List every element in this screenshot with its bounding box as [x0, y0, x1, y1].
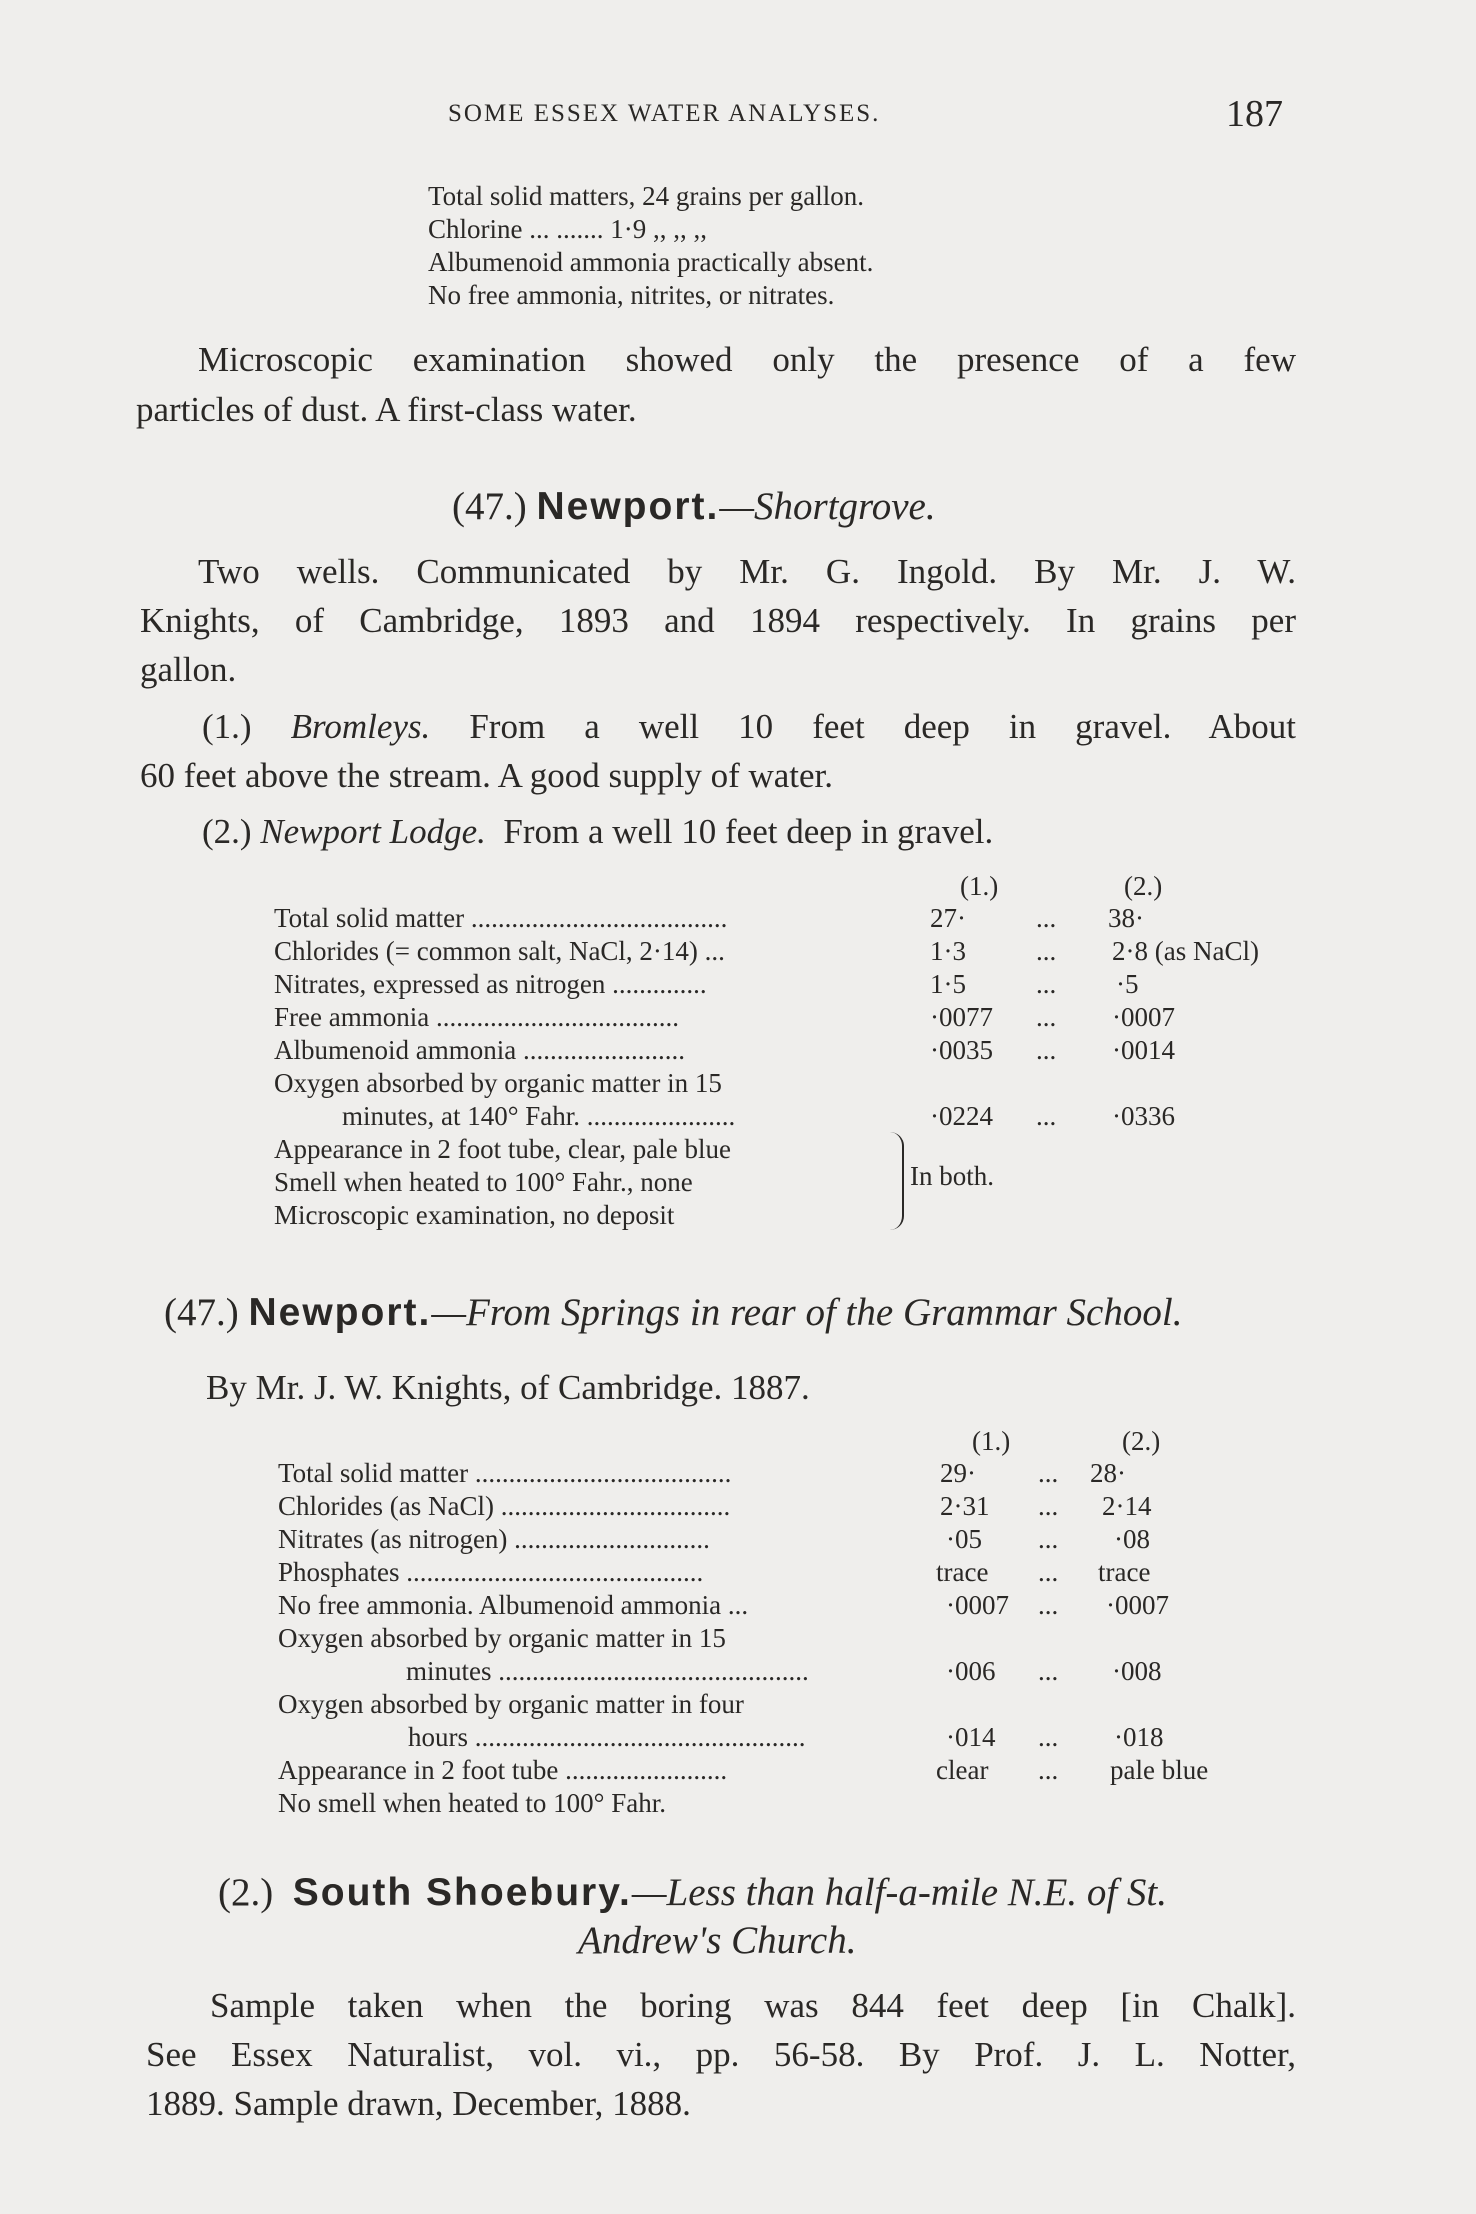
table-sep: ...	[1038, 1491, 1059, 1521]
paragraph-line: particles of dust. A first-class water.	[136, 390, 637, 429]
paragraph-line: By Mr. J. W. Knights, of Cambridge. 1887.	[206, 1368, 810, 1407]
brace	[884, 1132, 904, 1230]
table-row-label: Chlorides (= common salt, NaCl, 2·14) ...	[274, 936, 725, 966]
table-row-label: Albumenoid ammonia ........................	[274, 1035, 685, 1065]
table-cell: 2·31	[940, 1491, 990, 1521]
table-cell: 29·	[940, 1458, 976, 1488]
table-row-label: minutes ..............................................	[406, 1656, 809, 1686]
column-header: (2.)	[1122, 1426, 1161, 1456]
table-row-label: No free ammonia. Albumenoid ammonia ...	[278, 1590, 749, 1620]
brace-label: In both.	[910, 1161, 994, 1191]
prev-line: Total solid matters, 24 grains per gallon.	[428, 181, 865, 211]
table-cell: clear	[936, 1755, 989, 1785]
table-row-label: minutes, at 140° Fahr. ......................	[342, 1101, 736, 1131]
table-sep: ...	[1036, 936, 1057, 966]
prev-line: No free ammonia, nitrites, or nitrates.	[428, 280, 835, 310]
paragraph-line: 60 feet above the stream. A good supply of water.	[140, 756, 834, 795]
section-heading-continued: Andrew's Church.	[578, 1919, 857, 1962]
table-cell: ·5	[1116, 969, 1139, 999]
table-cell: pale blue	[1110, 1755, 1209, 1785]
paragraph-line: Microscopic examination showed only the presence of a few	[198, 340, 1296, 379]
table-cell: ·0224	[930, 1101, 993, 1131]
table-cell: 28·	[1090, 1458, 1126, 1488]
table-cell: ·08	[1114, 1524, 1150, 1554]
table-sep: ...	[1036, 1035, 1057, 1065]
table-cell: ·0007	[1112, 1002, 1175, 1032]
table-cell: 1·3	[930, 936, 966, 966]
table-row-label: Nitrates, expressed as nitrogen ..............	[274, 969, 707, 999]
paragraph-line: Two wells. Communicated by Mr. G. Ingold. By Mr. J. W.	[198, 552, 1296, 591]
table-sep: ...	[1038, 1557, 1059, 1587]
running-head: SOME ESSEX WATER ANALYSES.	[448, 100, 881, 127]
table-row-label: Total solid matter ......................................	[278, 1458, 732, 1488]
note-line: Appearance in 2 foot tube, clear, pale blue	[274, 1134, 731, 1164]
well-description: (1.) Bromleys. From a well 10 feet deep in gravel. About	[202, 707, 1296, 746]
table-cell: 27·	[930, 903, 966, 933]
section-heading: (47.) Newport.—Shortgrove.	[452, 485, 936, 528]
table-cell: trace	[936, 1557, 989, 1587]
table-cell: ·014	[946, 1722, 996, 1752]
paragraph-line: Sample taken when the boring was 844 feet deep [in Chalk].	[210, 1986, 1296, 2025]
table-cell: ·0007	[1106, 1590, 1169, 1620]
paragraph-line: See Essex Naturalist, vol. vi., pp. 56-58. By Prof. J. L. Notter,	[146, 2035, 1296, 2074]
column-header: (2.)	[1124, 871, 1163, 901]
table-sep: ...	[1036, 903, 1057, 933]
section-heading: (47.) Newport.—From Springs in rear of the Grammar School.	[164, 1291, 1183, 1334]
table-sep: ...	[1038, 1590, 1059, 1620]
column-header: (1.)	[972, 1426, 1011, 1456]
table-row-label: Oxygen absorbed by organic matter in 15	[274, 1068, 722, 1098]
table-row-label: Chlorides (as NaCl) ..................................	[278, 1491, 731, 1521]
table-cell: 38·	[1108, 903, 1144, 933]
well-description: (2.) Newport Lodge. From a well 10 feet deep in gravel.	[202, 812, 994, 851]
table-cell: 2·8 (as NaCl)	[1112, 936, 1259, 966]
table-cell: ·008	[1112, 1656, 1162, 1686]
table-row-label: Phosphates ............................................	[278, 1557, 704, 1587]
table-row-label: hours .................................................	[408, 1722, 806, 1752]
table-row-label: Total solid matter ......................................	[274, 903, 728, 933]
prev-line: Chlorine ... ....... 1·9 ,, ,, ,,	[428, 214, 707, 244]
table-cell: ·018	[1114, 1722, 1164, 1752]
table-cell: ·0007	[946, 1590, 1009, 1620]
table-sep: ...	[1038, 1656, 1059, 1686]
table-row-label: No smell when heated to 100° Fahr.	[278, 1788, 666, 1818]
prev-line: Albumenoid ammonia practically absent.	[428, 247, 874, 277]
table-cell: ·0035	[930, 1035, 993, 1065]
paragraph-line: Knights, of Cambridge, 1893 and 1894 respectively. In grains per	[140, 601, 1296, 640]
table-row-label: Appearance in 2 foot tube ........................	[278, 1755, 728, 1785]
table-cell: trace	[1098, 1557, 1151, 1587]
note-line: Smell when heated to 100° Fahr., none	[274, 1167, 693, 1197]
column-header: (1.)	[960, 871, 999, 901]
table-cell: 1·5	[930, 969, 966, 999]
table-sep: ...	[1038, 1458, 1059, 1488]
table-sep: ...	[1038, 1524, 1059, 1554]
table-cell: 2·14	[1102, 1491, 1152, 1521]
table-cell: ·0014	[1112, 1035, 1175, 1065]
page-number: 187	[1226, 93, 1283, 135]
table-sep: ...	[1036, 1002, 1057, 1032]
table-row-label: Oxygen absorbed by organic matter in 15	[278, 1623, 726, 1653]
note-line: Microscopic examination, no deposit	[274, 1200, 675, 1230]
table-sep: ...	[1038, 1722, 1059, 1752]
table-cell: ·0336	[1112, 1101, 1175, 1131]
table-cell: ·006	[946, 1656, 996, 1686]
table-sep: ...	[1036, 969, 1057, 999]
table-row-label: Oxygen absorbed by organic matter in four	[278, 1689, 744, 1719]
table-cell: ·0077	[930, 1002, 993, 1032]
table-row-label: Free ammonia ....................................	[274, 1002, 679, 1032]
table-sep: ...	[1036, 1101, 1057, 1131]
table-cell: ·05	[946, 1524, 982, 1554]
section-heading: (2.) South Shoebury.—Less than half-a-mile N.E. of St.	[218, 1871, 1168, 1914]
paragraph-line: 1889. Sample drawn, December, 1888.	[146, 2084, 691, 2123]
table-sep: ...	[1038, 1755, 1059, 1785]
paragraph-line: gallon.	[140, 650, 237, 689]
table-row-label: Nitrates (as nitrogen) .............................	[278, 1524, 710, 1554]
